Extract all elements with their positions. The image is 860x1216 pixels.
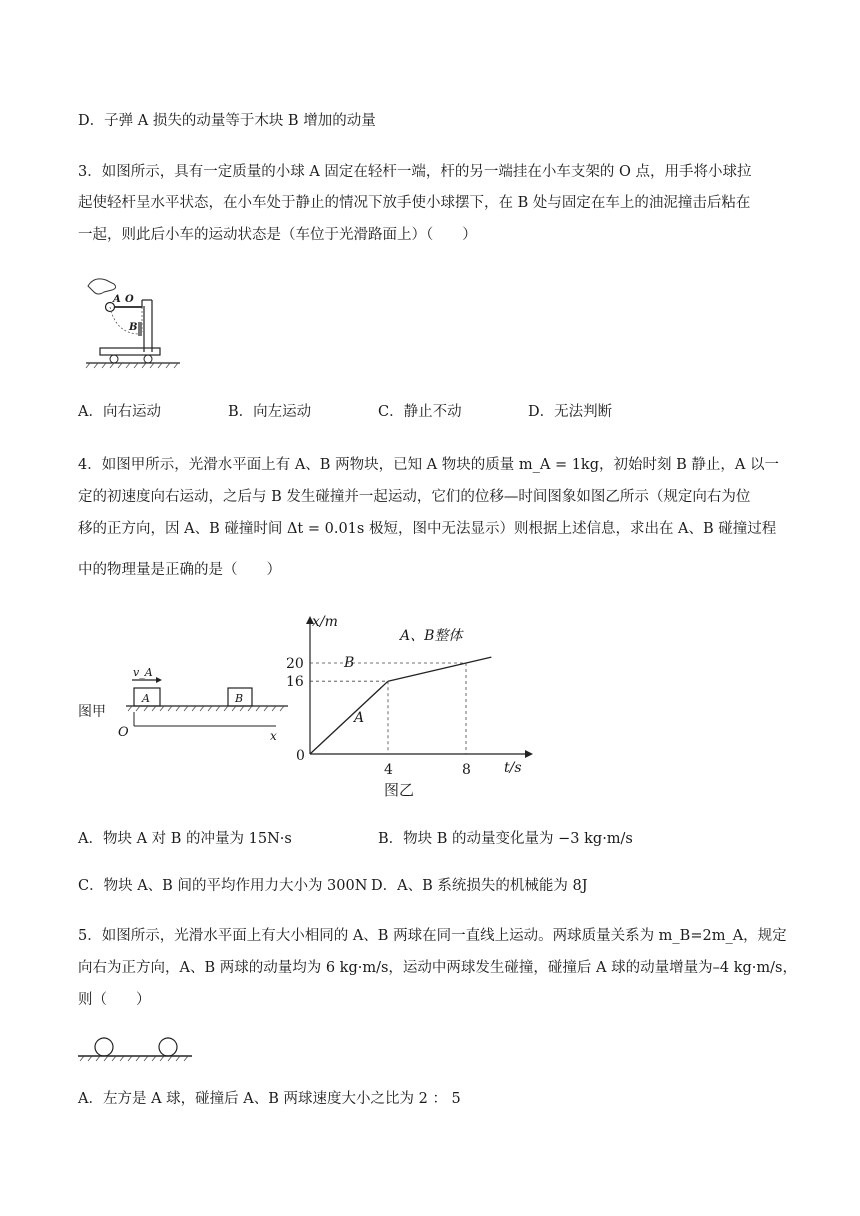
q5-line-2: 向右为正方向，A、B 两球的动量均为 6 kg·m/s，运动中两球发生碰撞，碰撞后 A 球的动量增量为–4 kg·m/s， — [78, 960, 797, 976]
q4-option-c: C．物块 A、B 间的平均作用力大小为 300N — [78, 878, 368, 894]
series-line-0 — [310, 681, 388, 754]
cart-body — [100, 348, 160, 355]
label-a: A — [113, 294, 121, 305]
q4-figure-jia — [76, 660, 296, 750]
q4-line-3: 移的正方向，因 A、B 碰撞时间 Δt = 0.01s 极短，图中无法显示）则根据上述信息，求出在 A、B 碰撞过程 — [78, 521, 777, 537]
q4-figure-yi-chart — [286, 610, 540, 805]
cart-wheel-right — [144, 355, 152, 363]
q5-line-3: 则（ ） — [78, 992, 151, 1008]
origin-label: O — [118, 725, 129, 740]
y-axis-label: x/m — [312, 614, 338, 630]
cart-wheel-left — [110, 355, 118, 363]
velocity-label: v_A — [133, 666, 153, 679]
q3-option-a: A．向右运动 — [78, 404, 161, 420]
block-a-label: A — [142, 692, 150, 705]
x-tick-label-1: 8 — [462, 762, 471, 778]
annotation-b: B — [344, 655, 355, 671]
velocity-arrow-icon — [156, 677, 162, 683]
ball-left — [95, 1038, 113, 1056]
q5-option-a: A．左方是 A 球，碰撞后 A、B 两球速度大小之比为 2 ： 5 — [78, 1091, 461, 1107]
ball-right — [159, 1038, 177, 1056]
q5-line-1: 5．如图所示，光滑水平面上有大小相同的 A、B 两球在同一直线上运动。两球质量关系为 m_B=2m_A，规定 — [78, 928, 787, 944]
y-tick-label-0: 16 — [286, 674, 304, 691]
q3-figure-cart-pendulum — [80, 272, 190, 372]
hand-icon — [88, 279, 116, 294]
x-axis-label: t/s — [504, 760, 522, 776]
series-line-1 — [388, 657, 491, 681]
putty — [138, 322, 142, 336]
q4-option-d: D．A、B 系统损失的机械能为 8J — [371, 878, 588, 894]
q2-option-d: D．子弹 A 损失的动量等于木块 B 增加的动量 — [78, 113, 376, 129]
series-label-ab: A、B整体 — [400, 628, 463, 644]
q3-line-1: 3．如图所示，具有一定质量的小球 A 固定在轻杆一端，杆的另一端挂在小车支架的 O 点，用手将小球拉 — [78, 164, 752, 180]
x-axis-arrow-icon — [525, 750, 533, 758]
q3-line-3: 一起，则此后小车的运动状态是（车位于光滑路面上）（ ） — [78, 227, 477, 243]
q4-option-a: A．物块 A 对 B 的冲量为 15N·s — [78, 831, 292, 847]
x-tick-label-0: 4 — [384, 762, 393, 778]
q3-option-d: D．无法判断 — [528, 404, 613, 420]
fig-jia-caption: 图甲 — [78, 704, 106, 720]
label-o: O — [125, 294, 134, 305]
q3-line-2: 起使轻杆呈水平状态，在小车处于静止的情况下放手使小球摆下，在 B 处与固定在车上的油泥撞击后粘在 — [78, 195, 751, 211]
origin-label: 0 — [296, 748, 305, 764]
q3-option-b: B．向左运动 — [228, 404, 312, 420]
fig-yi-caption: 图乙 — [384, 781, 415, 799]
label-b: B — [129, 322, 138, 333]
q4-line-4: 中的物理量是正确的是（ ） — [78, 562, 281, 578]
q4-line-1: 4．如图甲所示，光滑水平面上有 A、B 两物块，已知 A 物块的质量 m_A = 1kg，初始时刻 B 静止，A 以一 — [78, 457, 779, 473]
q3-option-c: C．静止不动 — [378, 404, 462, 420]
block-b-label: B — [235, 692, 244, 705]
q4-option-b: B．物块 B 的动量变化量为 −3 kg·m/s — [378, 831, 633, 847]
q5-figure-two-balls — [76, 1036, 196, 1066]
q4-line-2: 定的初速度向右运动，之后与 B 发生碰撞并一起运动，它们的位移—时间图象如图乙所示（规定向右为位 — [78, 489, 751, 505]
y-tick-label-1: 20 — [286, 656, 304, 672]
axis-x-label: x — [270, 729, 277, 743]
series-label-a: A — [354, 710, 365, 726]
